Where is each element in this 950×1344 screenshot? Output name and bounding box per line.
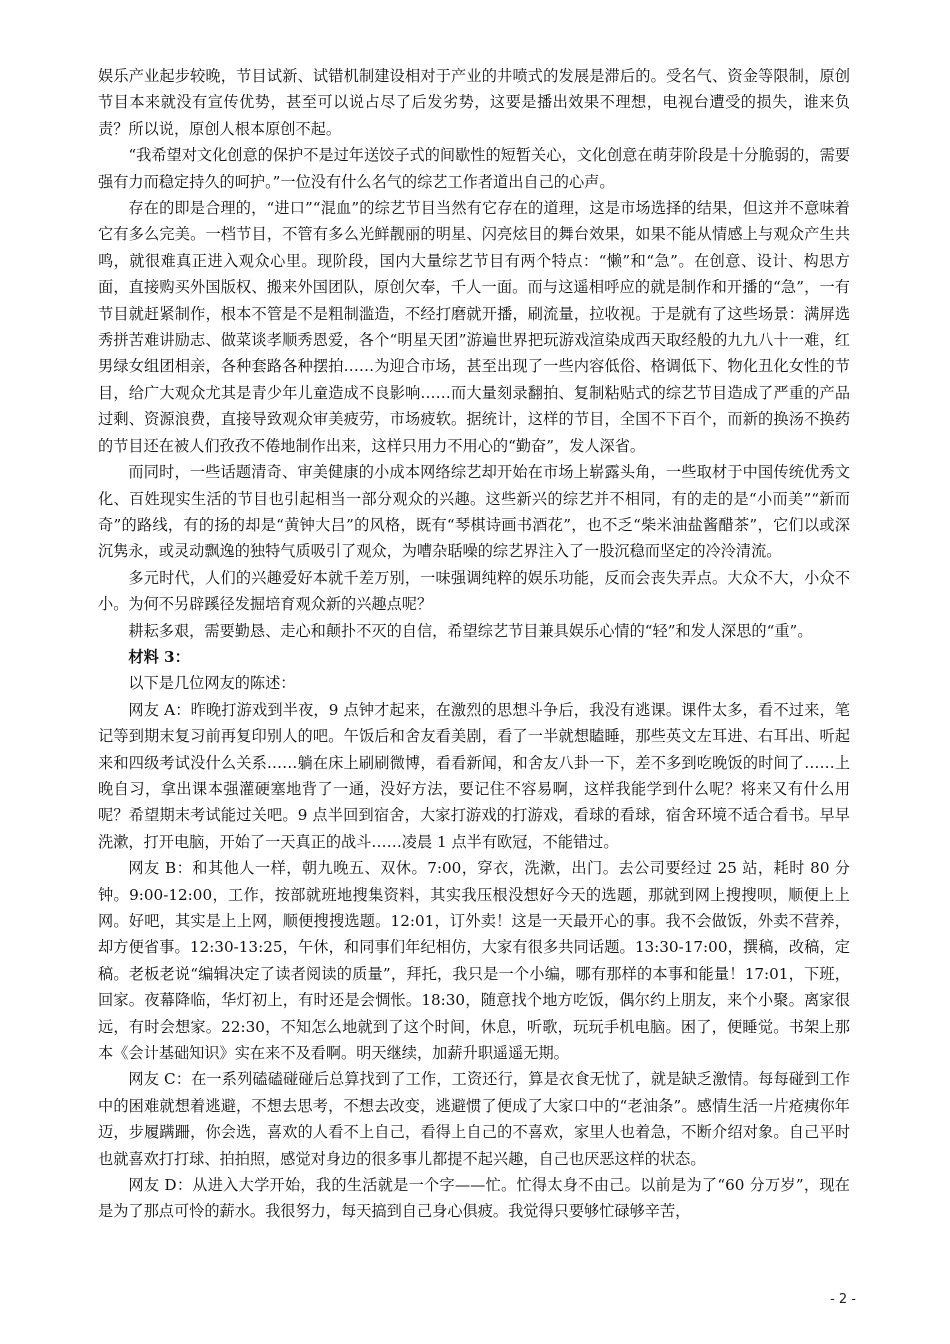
paragraph-3: 存在的即是合理的，“进口”“混血”的综艺节目当然有它存在的道理，这是市场选择的结果，但这并不意味着它有多么完美。一档节目，不管有多么光鲜靓丽的明星、闪亮炫目的舞台效果，如果不能从情感上与观众产生共鸣，就很难真正进入观众心里。现阶段，国内大量综艺节目有两个特点：“懒”和“急”。在创意、设计、构思方面，直接购买外国版权、搬来外国团队，原创欠奉，千人一面。而与这遥相呼应的就是制作和开播的“急”，一有节目就赶紧制作，根本不管是不是粗制滥造，不经打磨就开播，刷流量，拉收视。于是就有了这些场景：满屏选秀拼苦难讲励志、做菜谈孝顺秀恩爱，各个“明星天团”游遍世界把玩游戏渲染成西天取经般的九九八十一难，红男绿女组团相亲，各种套路各种摆拍……为迎合市场，甚至出现了一些内容低俗、格调低下、物化丑化女性的节目，给广大观众尤其是青少年儿童造成不良影响……而大量刻录翻拍、复制粘贴式的综艺节目造成了严重的产品过剩、资源浪费，直接导致观众审美疲劳，市场疲软。据统计，这样的节目，全国不下百个，而新的换汤不换药的节目还在被人们孜孜不倦地制作出来，这样只用力不用心的“勤奋”，发人深省。 [98, 199, 850, 455]
paragraph-6: 耕耘多艰，需要勤恳、走心和颠扑不灭的自信，希望综艺节目兼具娱乐心情的“轻”和发人深思的“重”。 [128, 621, 813, 640]
netizen-c-paragraph: 网友 C：在一系列磕磕碰碰后总算找到了工作，工资还行，算是衣食无忧了，就是缺乏激情。每每碰到工作中的困难就想着逃避，不想去思考，不想去改变，逃避惯了便成了大家口中的“老油条”。感情生活一片疮痍你年迈，步履蹒跚，你会选，喜欢的人看不上自己，看得上自己的不喜欢，家里人也着急，不断介绍对象。自己平时也就喜欢打打球、拍拍照，感觉对身边的很多事儿都提不起兴趣，自己也厌恶这样的状态。 [98, 1070, 850, 1168]
material-3-heading: 材料 3： [128, 647, 190, 666]
paragraph-intro: 以下是几位网友的陈述： [128, 674, 296, 693]
paragraph-4: 而同时，一些话题清奇、审美健康的小成本网络综艺却开始在市场上崭露头角，一些取材于中国传统优秀文化、百姓现实生活的节目也引起相当一部分观众的兴趣。这些新兴的综艺并不相同，有的走的是“小而美”“新而奇”的路线，有的扬的却是“黄钟大吕”的风格，既有“琴棋诗画书酒花”，也不乏“柴米油盐酱醋茶”，它们以或深沉隽永，或灵动飘逸的独特气质吸引了观众，为嘈杂聒噪的综艺界注入了一股沉稳而坚定的冷泠清流。 [98, 463, 850, 561]
paragraph-2: “我希望对文化创意的保护不是过年送饺子式的间歇性的短暂关心，文化创意在萌芽阶段是十分脆弱的，需要强有力而稳定持久的呵护。”一位没有什么名气的综艺工作者道出自己的心声。 [98, 146, 850, 191]
page-number: - 2 - [830, 1292, 856, 1307]
paragraph-5: 多元时代，人们的兴趣爱好本就千差万别，一味强调纯粹的娱乐功能，反而会丧失弄点。大众不大，小众不小。为何不另辟蹊径发掘培育观众新的兴趣点呢？ [98, 568, 850, 614]
document-body [98, 63, 850, 1225]
netizen-d-paragraph: 网友 D：从进入大学开始，我的生活就是一个字——忙。忙得太身不由己。以前是为了“60 分万岁”，现在是为了那点可怜的薪水。我很努力，每天搞到自己身心俱疲。我觉得只要够忙碌够辛苦， [98, 1176, 850, 1221]
netizen-b-paragraph: 网友 B：和其他人一样，朝九晚五、双休。7:00，穿衣，洗漱，出门。去公司要经过 25 站，耗时 80 分钟。9:00-12:00，工作，按部就班地搜集资料，其实我压根没想好今天的选题，那就到网上搜搜呗，顺便上上网。好吧，其实是上上网，顺便搜搜选题。12:01，订外卖！这是一天最开心的事。我不会做饭，外卖不营养，却方便省事。12:30-13:25，午休，和同事们年纪相仿，大家有很多共同话题。13:30-17:00，撰稿，改稿，定稿。老板老说“编辑决定了读者阅读的质量”，拜托，我只是一个小编，哪有那样的本事和能量！17:01，下班，回家。夜幕降临，华灯初上，有时还是会惆怅。18:30，随意找个地方吃饭，偶尔约上朋友，来个小聚。离家很远，有时会想家。22:30，不知怎么地就到了这个时间，休息，听歌，玩玩手机电脑。困了，便睡觉。书架上那本《会计基础知识》实在来不及看啊。明天继续，加薪升职遥遥无期。 [98, 859, 850, 1063]
paragraph-1: 娱乐产业起步较晚，节目试新、试错机制建设相对于产业的井喷式的发展是滞后的。受名气、资金等限制，原创节目本来就没有宣传优势，甚至可以说占尽了后发劣势，这要是播出效果不理想，电视台遭受的损失，谁来负责？所以说，原创人根本原创不起。 [98, 67, 850, 138]
netizen-a-paragraph: 网友 A：昨晚打游戏到半夜，9 点钟才起来，在激烈的思想斗争后，我没有逃课。课件太多，看不过来，笔记等到期末复习前再复印别人的吧。午饭后和舍友看美剧，看了一半就想瞌睡，那些英文左耳进、右耳出、听起来和四级考试没什么关系……躺在床上刷刷微博，看看新闻，和舍友八卦一下，差不多到吃晚饭的时间了……上晚自习，拿出课本强灌硬塞地背了一通，没好方法，要记住不容易啊，这样我能学到什么呢？将来又有什么用呢？希望期末考试能过关吧。9 点半回到宿舍，大家打游戏的打游戏，看球的看球，宿舍环境不适合看书。早早洗漱，打开电脑，开始了一天真正的战斗……凌晨 1 点半有欧冠，不能错过。 [98, 700, 850, 851]
